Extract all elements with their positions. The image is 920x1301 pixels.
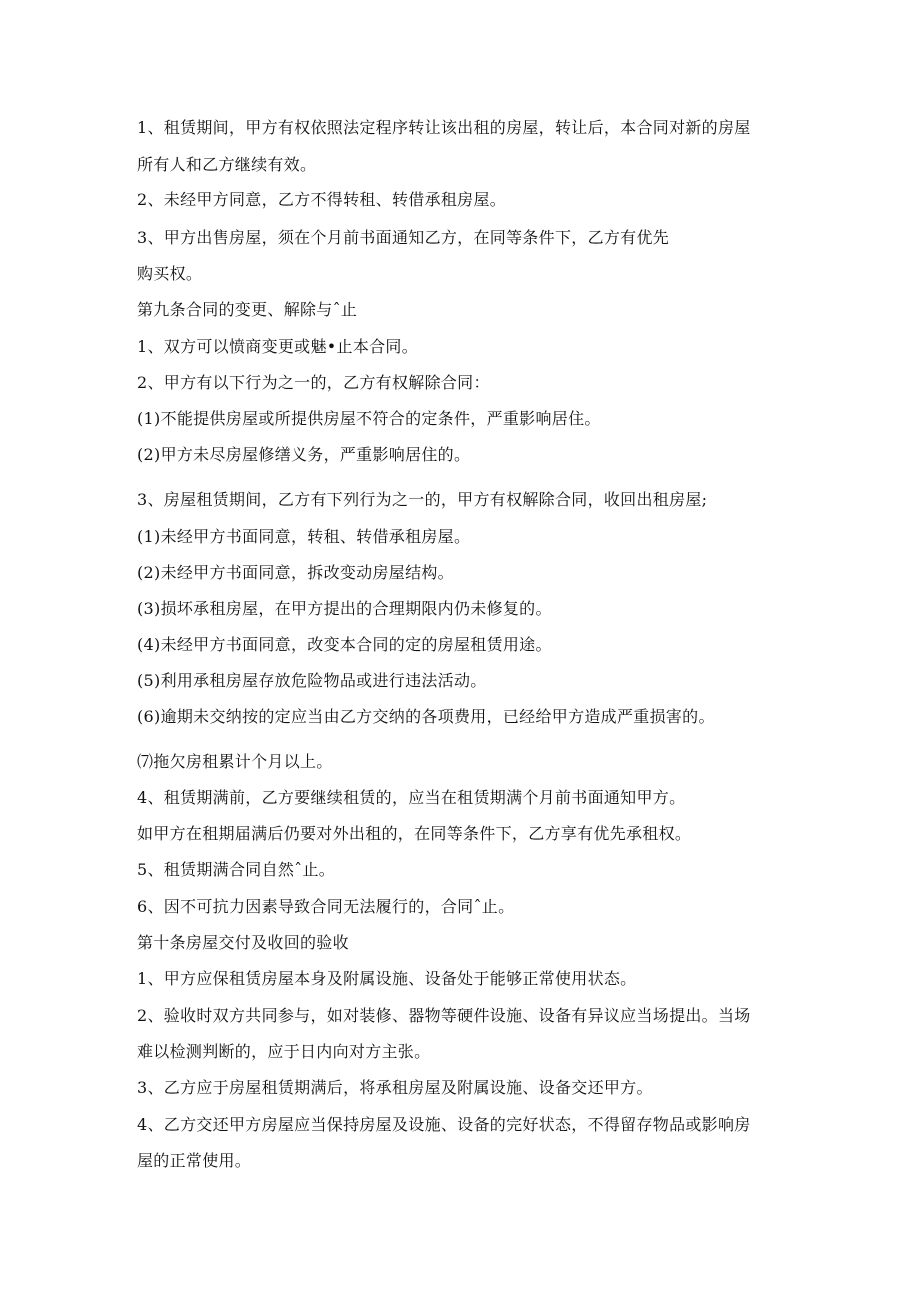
text-line: 所有人和乙方继续有效。 [137,155,317,174]
text-line: (3)损坏承租房屋，在甲方提出的合理期限内仍未修复的。 [137,599,552,618]
text-line: (6)逾期未交纳按的定应当由乙方交纳的各项费用，已经给甲方造成严重损害的。 [137,707,715,726]
text-line: 3、房屋租赁期间，乙方有下列行为之一的，甲方有权解除合同，收回出租房屋; [137,490,708,509]
text-line: 6、因不可抗力因素导致合同无法履行的，合同ˆ止。 [137,897,515,916]
text-line: 4、租赁期满前，乙方要继续租赁的，应当在租赁期满个月前书面通知甲方。 [137,788,686,807]
text-line: (1)未经甲方书面同意，转租、转借承租房屋。 [137,527,471,546]
text-line: 1、租赁期间，甲方有权依照法定程序转让该出租的房屋，转让后，本合同对新的房屋 [137,118,751,137]
text-line: (2)未经甲方书面同意，拆改变动房屋结构。 [137,563,454,582]
text-line: (2)甲方未尽房屋修缮义务，严重影响居住的。 [137,445,471,464]
text-line: (5)利用承租房屋存放危险物品或进行违法活动。 [137,671,487,690]
text-line: ⑺拖欠房租累计个月以上。 [137,752,333,771]
text-line: 2、甲方有以下行为之一的，乙方有权解除合同： [137,373,490,392]
section-heading: 第九条合同的变更、解除与ˆ止 [137,300,358,319]
text-line: 4、乙方交还甲方房屋应当保持房屋及设施、设备的完好状态，不得留存物品或影响房 [137,1115,751,1134]
text-line: 2、未经甲方同意，乙方不得转租、转借承租房屋。 [137,190,507,209]
text-line: (1)不能提供房屋或所提供房屋不符合的定条件，严重影响居住。 [137,409,601,428]
text-line: 3、乙方应于房屋租赁期满后，将承租房屋及附属设施、设备交还甲方。 [137,1078,653,1097]
text-line: 1、双方可以愤商变更或魅•止本合同。 [137,337,419,356]
section-heading: 第十条房屋交付及收回的验收 [137,933,349,952]
text-line: 购买权。 [137,264,203,283]
text-line: 屋的正常使用。 [137,1151,252,1170]
text-line: 如甲方在租期届满后仍要对外出租的，在同等条件下，乙方享有优先承租权。 [137,824,692,843]
text-line: 3、甲方出售房屋，须在个月前书面通知乙方，在同等条件下，乙方有优先 [137,228,670,247]
text-line: 5、租赁期满合同自然ˆ止。 [137,860,336,879]
text-line: 1、甲方应保租赁房屋本身及附属设施、设备处于能够正常使用状态。 [137,969,637,988]
text-line: 难以检测判断的，应于日内向对方主张。 [137,1042,431,1061]
text-line: 2、验收时双方共同参与，如对装修、器物等硬件设施、设备有异议应当场提出。当场 [137,1006,751,1025]
text-line: (4)未经甲方书面同意，改变本合同的定的房屋租赁用途。 [137,635,552,654]
